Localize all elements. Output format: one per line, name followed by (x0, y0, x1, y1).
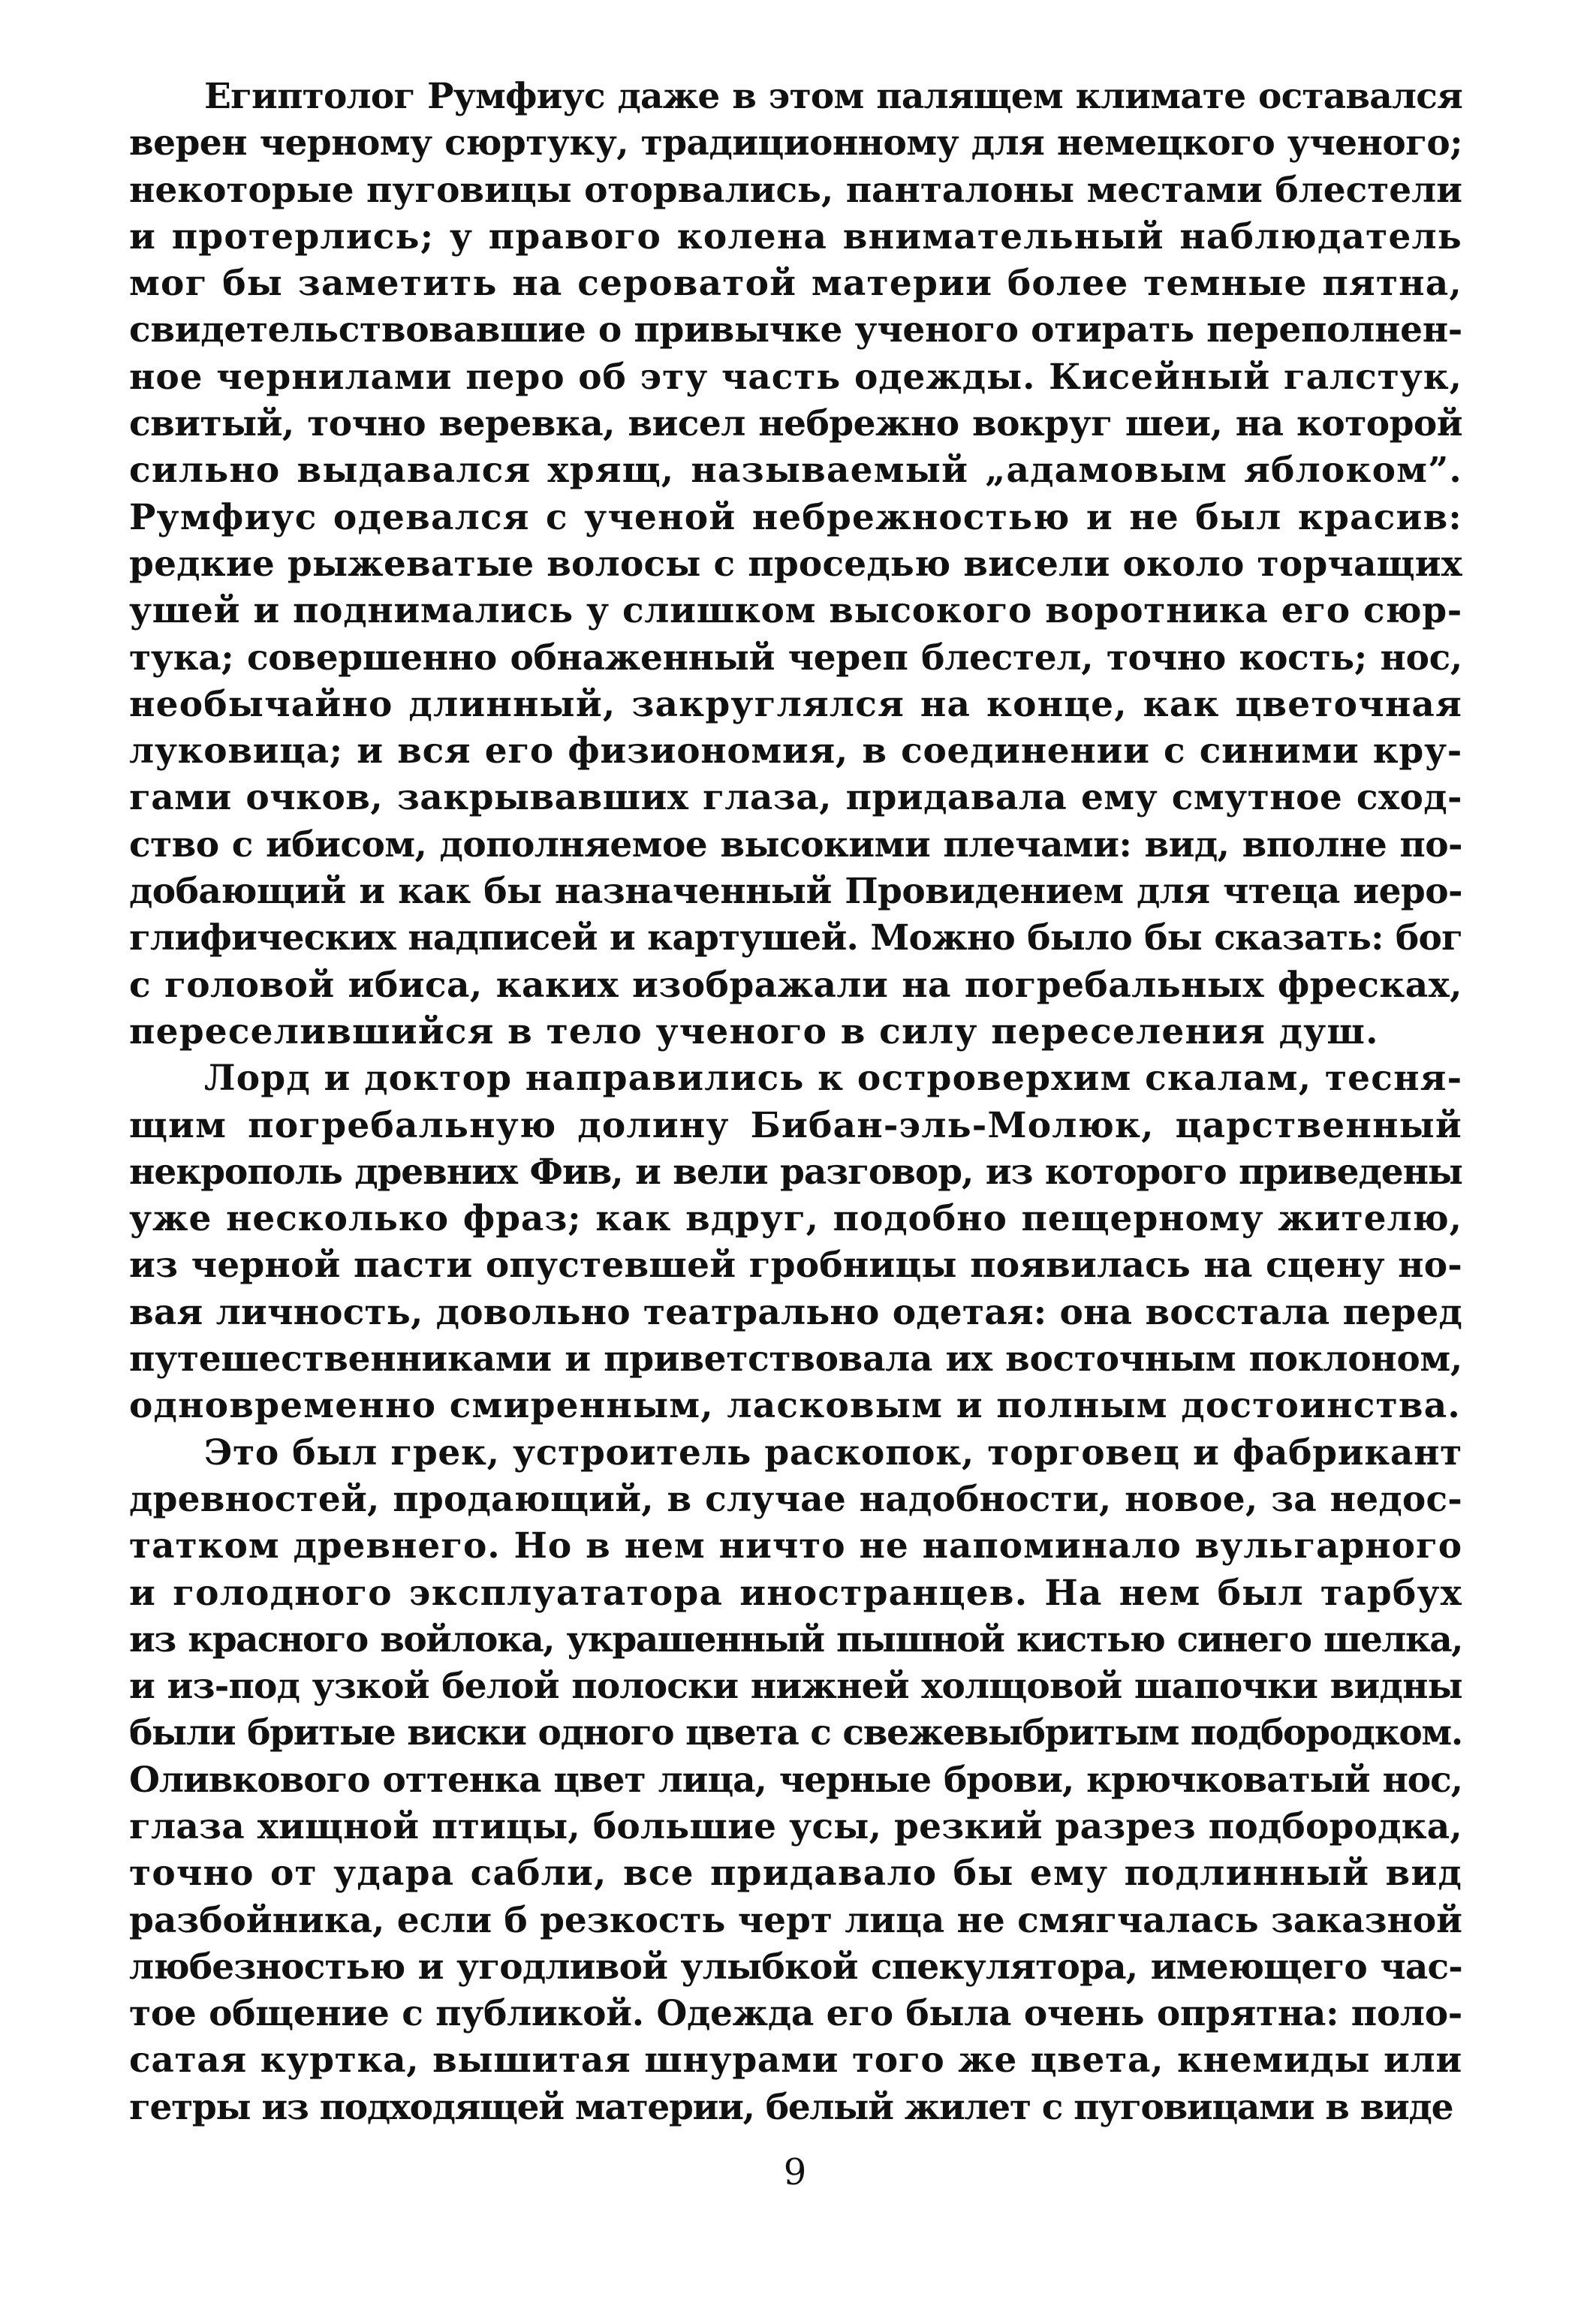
text-line: редкие рыжеватые волосы с проседью висели около торчащих (129, 543, 1462, 585)
text-line: мог бы заметить на сероватой материи более темные пятна, (129, 263, 1462, 305)
text-line: верен черному сюртуку, традиционному для немецкого ученого; (129, 122, 1462, 164)
paragraph (129, 1055, 1462, 1429)
text-line: любезностью и угодливой улыбкой спекулятора, имеющего час- (129, 1946, 1462, 1988)
text-line: и голодного эксплуататора иностранцев. На нем был тарбух (129, 1572, 1462, 1614)
text-line: Лорд и доктор направились к островерхим скалам, тесня- (204, 1058, 1462, 1100)
text-line: ство с ибисом, дополняемое высокими плечами: вид, вполне по- (129, 823, 1462, 865)
text-line: глаза хищной птицы, большие усы, резкий разрез подбородка, (129, 1805, 1462, 1847)
text-line: щим погребальную долину Бибан-эль-Молюк, царственный (129, 1104, 1462, 1146)
text-line: путешественниками и приветствовала их восточным поклоном, (129, 1338, 1462, 1380)
text-line: свитый, точно веревка, висел небрежно вокруг шеи, на которой (129, 403, 1462, 445)
text-line: и из-под узкой белой полоски нижней холщовой шапочки видны (129, 1666, 1462, 1708)
text-line: некрополь древних Фив, и вели разговор, из которого приведены (129, 1151, 1462, 1193)
text-line: были бритые виски одного цвета с свежевыбритым подбородком. (129, 1712, 1462, 1754)
text-line: Египтолог Румфиус даже в этом палящем климате оставался (204, 76, 1462, 117)
text-line: луковица; и вся его физиономия, в соединении с синими кру- (129, 730, 1462, 772)
text-line: и протерлись; у правого колена внимательный наблюдатель (129, 215, 1462, 257)
text-line: тука; совершенно обнаженный череп блестел, точно кость; нос, (129, 637, 1462, 679)
text-line: некоторые пуговицы оторвались, панталоны местами блестели (129, 169, 1462, 211)
text-line: ное чернилами перо об эту часть одежды. Кисейный галстук, (129, 356, 1462, 398)
text-line: сильно выдавался хрящ, называемый „адамовым яблоком”. (129, 450, 1462, 492)
text-line: Румфиус одевался с ученой небрежностью и не был красив: (129, 496, 1462, 538)
text-line: свидетельствовавшие о привычке ученого отирать переполнен- (129, 309, 1462, 351)
text-line: с головой ибиса, каких изображали на погребальных фресках, (129, 964, 1462, 1006)
text-line: ушей и поднимались у слишком высокого воротника его сюр- (129, 590, 1462, 632)
body-text (129, 74, 1462, 2131)
text-line: глифических надписей и картушей. Можно было бы сказать: бог (129, 917, 1462, 959)
text-line: тое общение с публикой. Одежда его была очень опрятна: поло- (129, 1993, 1462, 2035)
text-line: Это был грек, устроитель раскопок, торговец и фабрикант (204, 1431, 1462, 1474)
text-line: переселившийся в тело ученого в силу переселения душ. (129, 1010, 1379, 1052)
text-line: татком древнего. Но в нем ничто не напоминало вульгарного (129, 1525, 1462, 1567)
text-line: древностей, продающий, в случае надобности, новое, за недос- (129, 1478, 1462, 1520)
text-line: Оливкового оттенка цвет лица, черные брови, крючковатый нос, (129, 1759, 1462, 1801)
text-line: добающий и как бы назначенный Провидением для чтеца иеро- (129, 871, 1462, 913)
text-line: точно от удара сабли, все придавало бы ему подлинный вид (129, 1853, 1462, 1895)
paragraph (129, 74, 1462, 1055)
text-line: одновременно смиренным, ласковым и полным достоинства. (129, 1385, 1461, 1427)
text-line: уже несколько фраз; как вдруг, подобно пещерному жителю, (129, 1198, 1462, 1240)
text-line: разбойника, если б резкость черт лица не смягчалась заказной (129, 1899, 1462, 1941)
text-line: необычайно длинный, закруглялся на конце, как цветочная (129, 683, 1462, 725)
paragraph (129, 1430, 1462, 2131)
text-line: гами очков, закрывавших глаза, придавала ему смутное сход- (129, 777, 1462, 819)
page-number: 9 (783, 2151, 807, 2193)
text-line: сатая куртка, вышитая шнурами того же цвета, кнемиды или (129, 2040, 1462, 2082)
text-line: из красного войлока, украшенный пышной кистью синего шелка, (129, 1618, 1462, 1660)
text-line: вая личность, довольно театрально одетая: она восстала перед (129, 1291, 1462, 1333)
text-line: гетры из подходящей материи, белый жилет с пуговицами в виде (129, 2086, 1453, 2128)
text-line: из черной пасти опустевшей гробницы появилась на сцену но- (129, 1245, 1462, 1287)
